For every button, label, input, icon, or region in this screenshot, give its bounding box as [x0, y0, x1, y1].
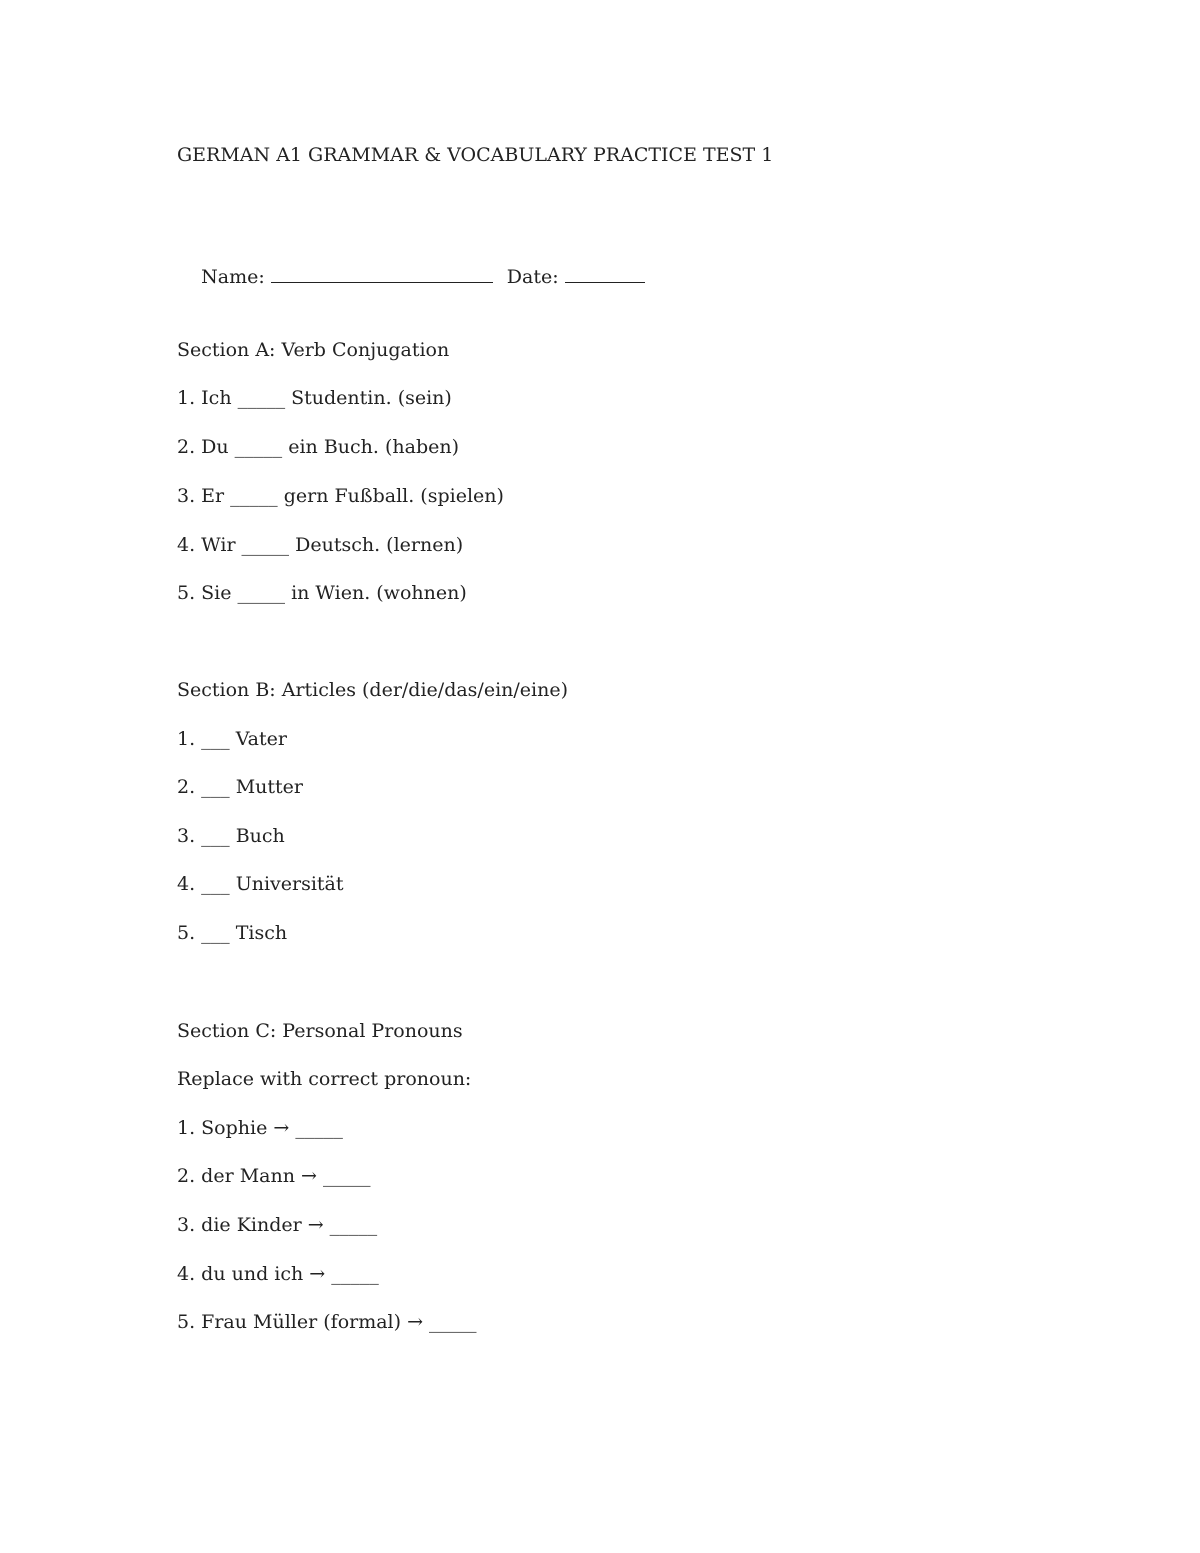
section-c-instruction: Replace with correct pronoun:: [177, 1068, 472, 1090]
section-c-heading: Section C: Personal Pronouns: [177, 1020, 463, 1042]
name-label: Name:: [201, 266, 265, 288]
name-blank[interactable]: [271, 264, 493, 283]
date-label: Date:: [506, 266, 559, 288]
name-date-row: [177, 240, 645, 313]
section-a-item: 2. Du _____ ein Buch. (haben): [177, 436, 460, 458]
page-title: GERMAN A1 GRAMMAR & VOCABULARY PRACTICE TEST 1: [177, 144, 774, 166]
section-b-item: 1. ___ Vater: [177, 728, 287, 750]
section-c-item: 4. du und ich → _____: [177, 1263, 379, 1285]
section-b-item: 2. ___ Mutter: [177, 776, 303, 798]
section-c-item: 1. Sophie → _____: [177, 1117, 343, 1139]
section-c-item: 2. der Mann → _____: [177, 1165, 371, 1187]
section-a-heading: Section A: Verb Conjugation: [177, 339, 450, 361]
section-a-item: 5. Sie _____ in Wien. (wohnen): [177, 582, 467, 604]
section-b-heading: Section B: Articles (der/die/das/ein/eine): [177, 679, 569, 701]
section-b-item: 3. ___ Buch: [177, 825, 285, 847]
date-blank[interactable]: [565, 264, 645, 283]
section-b-item: 5. ___ Tisch: [177, 922, 288, 944]
section-c-item: 5. Frau Müller (formal) → _____: [177, 1311, 477, 1333]
section-a-item: 1. Ich _____ Studentin. (sein): [177, 387, 452, 409]
section-a-item: 3. Er _____ gern Fußball. (spielen): [177, 485, 504, 507]
section-c-item: 3. die Kinder → _____: [177, 1214, 378, 1236]
section-a-item: 4. Wir _____ Deutsch. (lernen): [177, 534, 464, 556]
section-b-item: 4. ___ Universität: [177, 873, 344, 895]
